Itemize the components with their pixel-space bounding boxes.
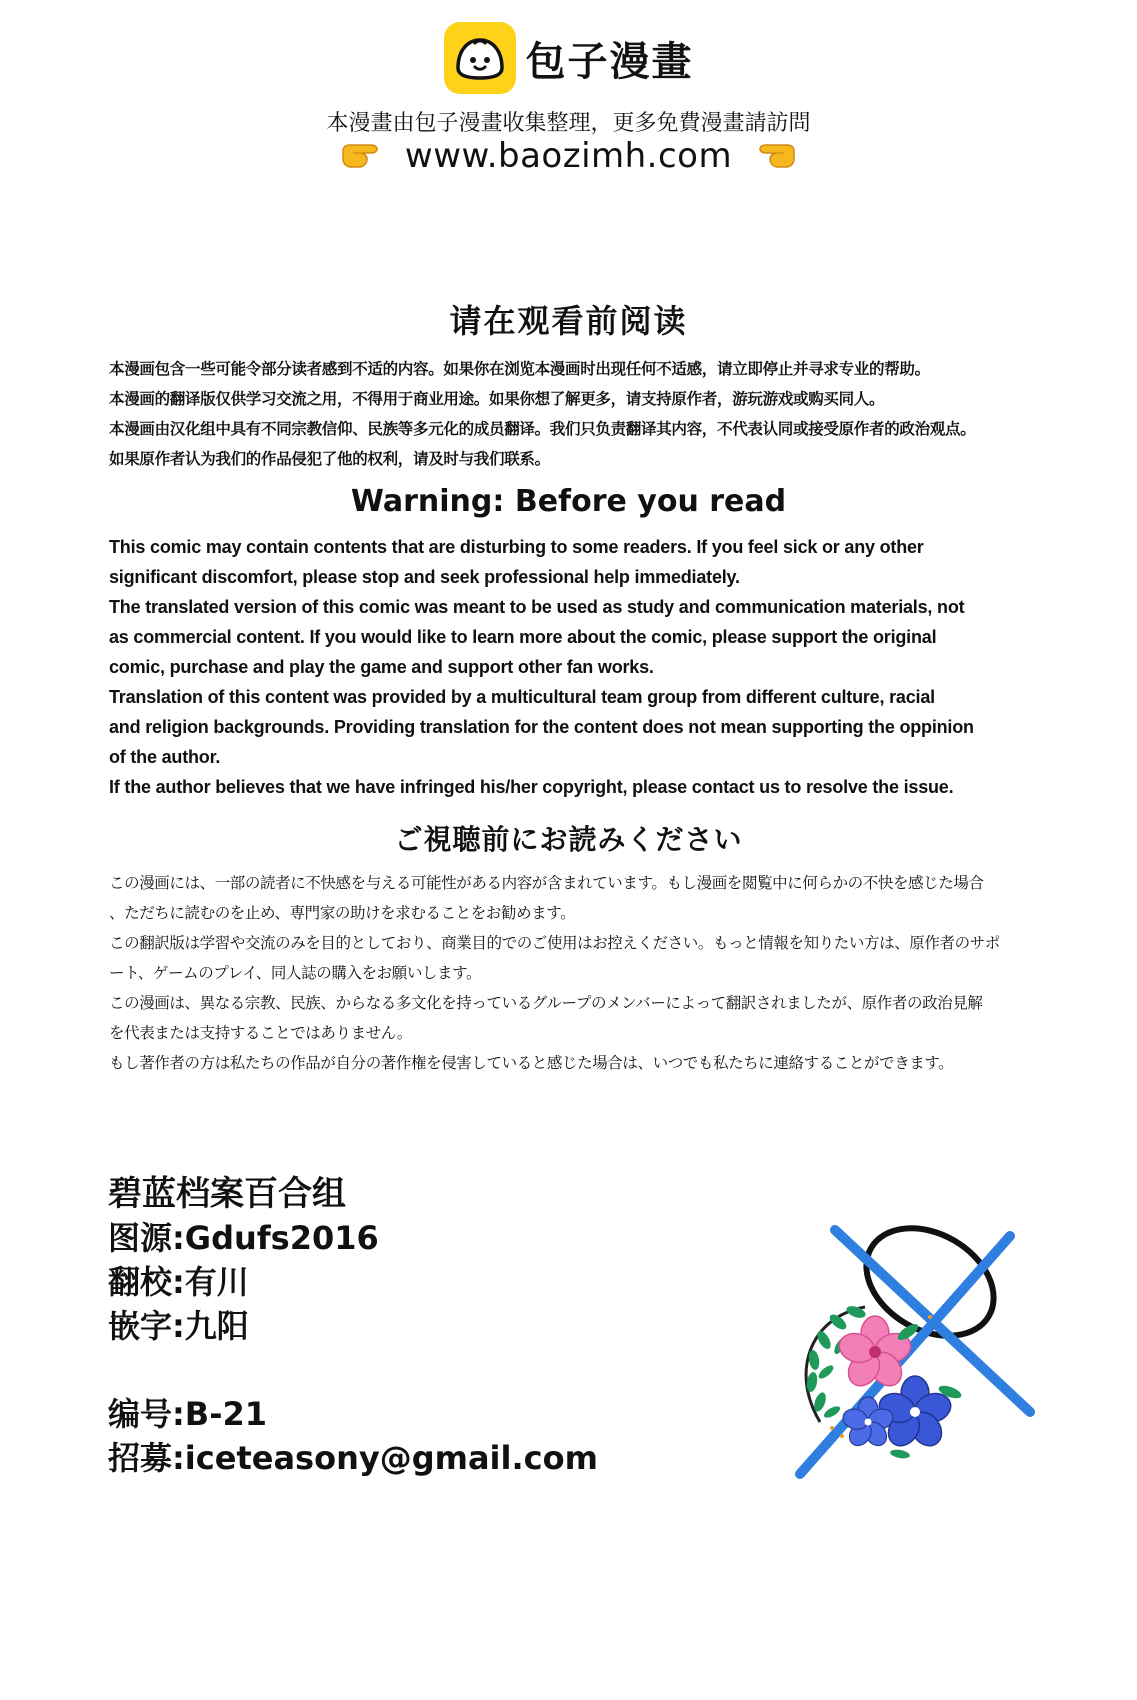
notice-jp-line: この漫画は、異なる宗教、民族、からなる多文化を持っているグループのメンバーによって翻訳されましたが、原作者の政治見解 bbox=[109, 994, 983, 1012]
credit-typesetting: 嵌字:九阳 bbox=[108, 1307, 249, 1345]
group-name: 碧蓝档案百合组 bbox=[108, 1174, 346, 1214]
notice-en-title: Warning: Before you read bbox=[350, 484, 787, 519]
notice-en-line: of the author. bbox=[109, 747, 221, 767]
notice-jp-line: ート、ゲームのプレイ、同人誌の購入をお願いします。 bbox=[109, 964, 482, 982]
pointing-hand-left-icon bbox=[752, 141, 796, 171]
notice-en-line: This comic may contain contents that are disturbing to some readers. If you feel sick or any other bbox=[109, 537, 924, 557]
promo-line: 本漫畫由包子漫畫收集整理，更多免費漫畫請訪問 bbox=[326, 111, 811, 136]
logo-text: 包子漫畫 bbox=[525, 38, 694, 85]
notice-en-line: significant discomfort, please stop and seek professional help immediately. bbox=[109, 567, 740, 587]
notice-en-line: If the author believes that we have infringed his/her copyright, please contact us to resolve the issue. bbox=[109, 777, 954, 797]
notice-cn-line: 本漫画的翻译版仅供学习交流之用，不得用于商业用途。如果你想了解更多，请支持原作者，游玩游戏或购买同人。 bbox=[109, 390, 885, 408]
notice-cn-title: 请在观看前阅读 bbox=[449, 302, 688, 340]
notice-jp-line: を代表または支持することではありません。 bbox=[109, 1024, 412, 1042]
credit-recruit-email[interactable]: 招募:iceteasony@gmail.com bbox=[108, 1439, 598, 1477]
notice-jp-line: この翻訳版は学習や交流のみを目的としており、商業目的でのご使用はお控えください。もっと情報を知りたい方は、原作者のサポ bbox=[109, 934, 1000, 952]
notice-en-line: comic, purchase and play the game and support other fan works. bbox=[109, 657, 654, 677]
notice-jp-line: この漫画には、一部の読者に不快感を与える可能性がある内容が含まれています。もし漫画を閲覧中に何らかの不快を感じた場合 bbox=[109, 874, 984, 892]
notice-en-line: Translation of this content was provided by a multicultural team group from different culture, racial bbox=[109, 687, 935, 707]
notice-jp-line: もし著作者の方は私たちの作品が自分の著作権を侵害していると感じた場合は、いつでも私たちに連絡することができます。 bbox=[109, 1054, 954, 1072]
notice-cn-line: 如果原作者认为我们的作品侵犯了他的权利，请及时与我们联系。 bbox=[109, 450, 550, 468]
bun-logo-icon bbox=[444, 22, 516, 94]
notice-jp-line: 、ただちに読むのを止め、専門家の助けを求むることをお勧めます。 bbox=[109, 904, 576, 922]
site-logo[interactable] bbox=[0, 22, 1137, 94]
notice-en-line: and religion backgrounds. Providing translation for the content does not mean supporting the oppinion bbox=[109, 717, 974, 737]
notice-cn-line: 本漫画由汉化组中具有不同宗教信仰、民族等多元化的成员翻译。我们只负责翻译其内容，不代表认同或接受原作者的政治观点。 bbox=[109, 420, 976, 438]
pointing-hand-right-icon bbox=[341, 141, 385, 171]
notice-cn-body bbox=[109, 354, 1029, 474]
notice-en-line: as commercial content. If you would like to learn more about the comic, please support the original bbox=[109, 627, 937, 647]
notice-jp-title: ご視聴前にお読みください bbox=[394, 823, 743, 856]
notice-en-body bbox=[109, 532, 1029, 802]
notice-jp-body bbox=[109, 868, 1029, 1078]
site-url-link[interactable]: www.baozimh.com bbox=[404, 136, 733, 176]
notice-cn-line: 本漫画包含一些可能令部分读者感到不适的内容。如果你在浏览本漫画时出现任何不适感，请立即停止并寻求专业的帮助。 bbox=[109, 360, 930, 378]
site-url-row bbox=[0, 136, 1137, 176]
credit-translation: 翻校:有川 bbox=[108, 1263, 249, 1301]
cross-wreath-hibiscus-emblem-icon bbox=[780, 1222, 1040, 1482]
credit-serial: 编号:B-21 bbox=[108, 1395, 268, 1433]
notice-en-line: The translated version of this comic was meant to be used as study and communication materials, not bbox=[109, 597, 965, 617]
credit-source: 图源:Gdufs2016 bbox=[108, 1219, 379, 1257]
credits-block bbox=[108, 1172, 598, 1480]
